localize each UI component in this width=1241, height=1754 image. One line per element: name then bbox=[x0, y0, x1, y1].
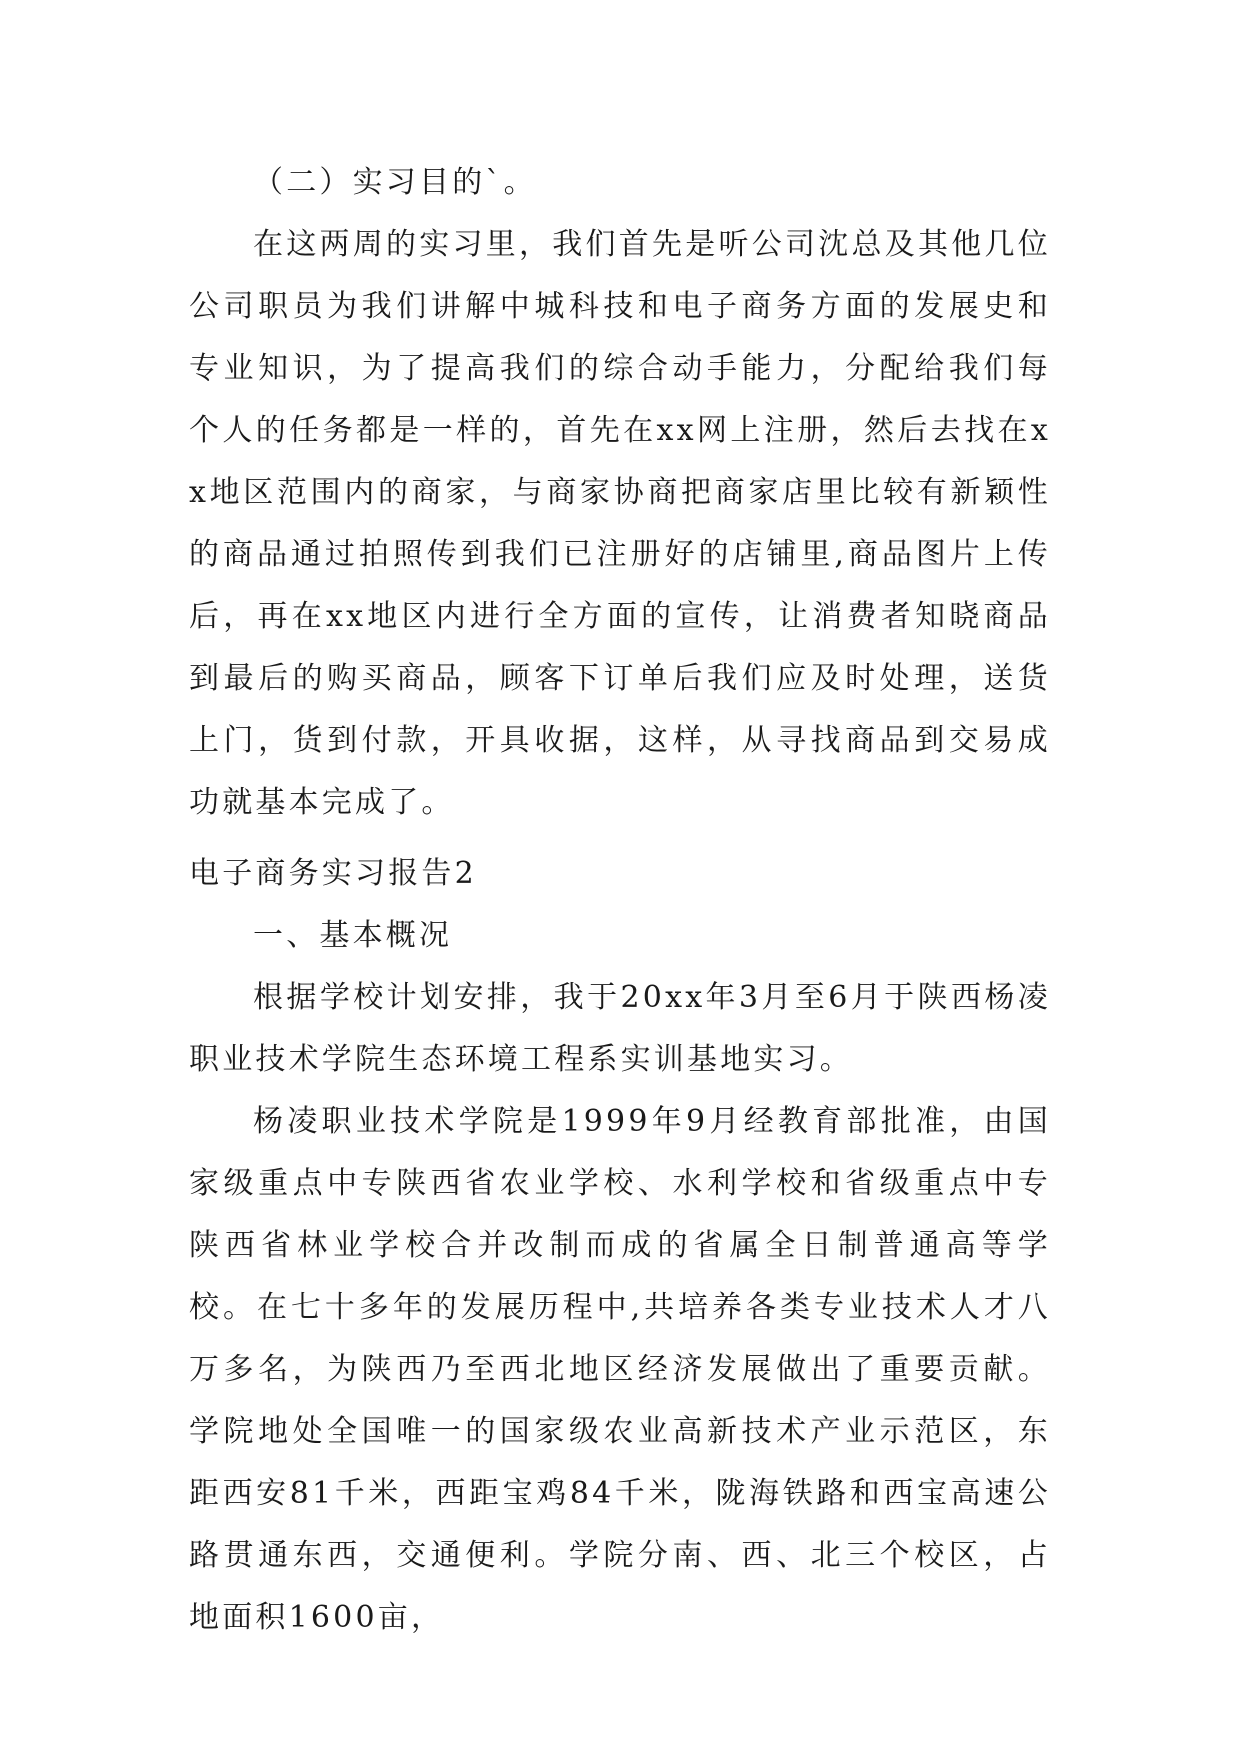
section-internship-purpose bbox=[189, 152, 1051, 834]
subheading-basic-overview: 一、基本概况 bbox=[253, 918, 453, 953]
section-report-2 bbox=[189, 843, 1051, 1649]
body-paragraph: 杨凌职业技术学院是1999年9月经教育部批准，由国家级重点中专陕西省农业学校、水利学校和省级重点中专陕西省林业学校合并改制而成的省属全日制普通高等学校。在七十多年的发展历程中,共培养各类专业技术人才八万多名，为陕西乃至西北地区经济发展做出了重要贡献。学院地处全国唯一的国家级农业高新技术产业示范区，东距西安81千米，西距宝鸡84千米，陇海铁路和西宝高速公路贯通东西，交通便利。学院分南、西、北三个校区，占地面积1600亩， bbox=[189, 1104, 1051, 1635]
report-title: 电子商务实习报告2 bbox=[189, 856, 477, 891]
section-heading: （二）实习目的`。 bbox=[253, 165, 537, 200]
body-paragraph: 在这两周的实习里，我们首先是听公司沈总及其他几位公司职员为我们讲解中城科技和电子商务方面的发展史和专业知识，为了提高我们的综合动手能力，分配给我们每个人的任务都是一样的，首先在xx网上注册，然后去找在xx地区范围内的商家，与商家协商把商家店里比较有新颖性的商品通过拍照传到我们已注册好的店铺里,商品图片上传后，再在xx地区内进行全方面的宣传，让消费者知晓商品到最后的购买商品，顾客下订单后我们应及时处理，送货上门，货到付款，开具收据，这样，从寻找商品到交易成功就基本完成了。 bbox=[189, 227, 1051, 820]
body-paragraph: 根据学校计划安排，我于20xx年3月至6月于陕西杨凌职业技术学院生态环境工程系实训基地实习。 bbox=[189, 980, 1051, 1077]
